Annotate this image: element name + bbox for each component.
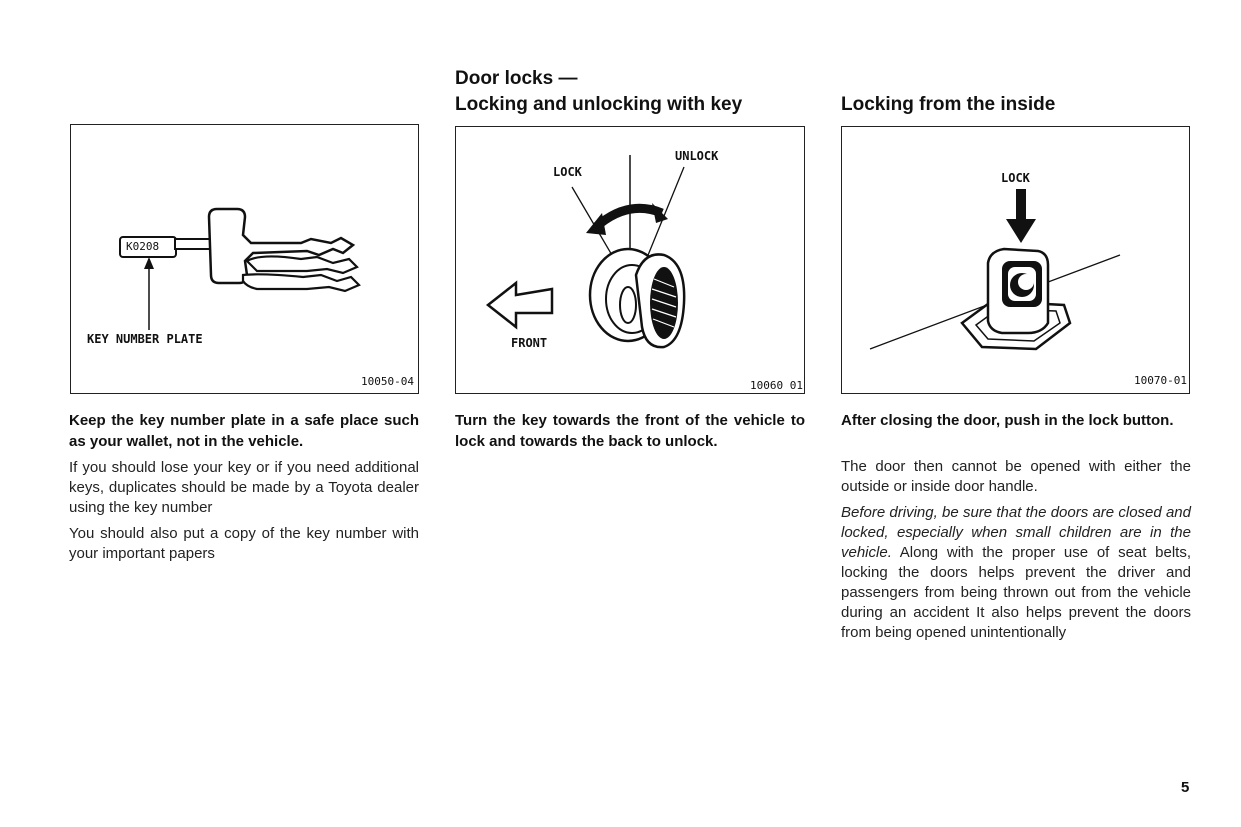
figure-number: 10060 01: [750, 379, 803, 392]
lock-button-illustration: [842, 127, 1191, 395]
heading-locking-with-key: Locking and unlocking with key: [455, 94, 743, 115]
safety-explanation: Along with the proper use of seat belts, locking the doors helps prevent the driver and passengers from being thrown out from the vehicle during an accident It also helps prevent the doors from being opened unintentionally: [841, 544, 1191, 641]
figure-lock-cylinder: [455, 126, 805, 394]
key-plate-number: K0208: [126, 240, 160, 253]
door-handle-paragraph: The door then cannot be opened with either the outside or inside door handle.: [841, 458, 1191, 495]
figure-number: 10070-01: [1134, 374, 1187, 387]
copy-key-number-paragraph: You should also put a copy of the key number with your important papers: [69, 525, 419, 562]
figure-number: 10050-04: [361, 375, 414, 388]
push-lock-button-instruction: After closing the door, push in the lock button.: [841, 412, 1174, 429]
heading-locking-from-inside: Locking from the inside: [841, 94, 1056, 115]
unlock-label: UNLOCK: [675, 149, 719, 163]
section-title-door-locks: [455, 66, 742, 118]
lost-key-paragraph: If you should lose your key or if you need additional keys, duplicates should be made by a Toyota dealer using the key number: [69, 459, 419, 516]
safety-paragraph: [841, 503, 1191, 643]
lock-label: LOCK: [553, 165, 582, 179]
key-plate-instruction: Keep the key number plate in a safe place such as your wallet, not in the vehicle.: [69, 412, 419, 450]
front-label: FRONT: [511, 336, 548, 350]
turn-key-instruction: Turn the key towards the front of the vehicle to lock and towards the back to unlock.: [455, 412, 805, 450]
lock-label: LOCK: [1001, 171, 1030, 185]
key-number-plate-label: KEY NUMBER PLATE: [87, 332, 203, 346]
lock-cylinder-illustration: [456, 127, 806, 395]
figure-lock-button: [841, 126, 1190, 394]
key-illustration: [71, 125, 420, 395]
safety-warning: Before driving, be sure that the doors are closed and locked, especially when small children are in the vehicle.: [841, 504, 1191, 561]
figure-key-number-plate: [70, 124, 419, 394]
heading-door-locks: Door locks —: [455, 68, 578, 89]
page-number: 5: [1181, 779, 1190, 796]
